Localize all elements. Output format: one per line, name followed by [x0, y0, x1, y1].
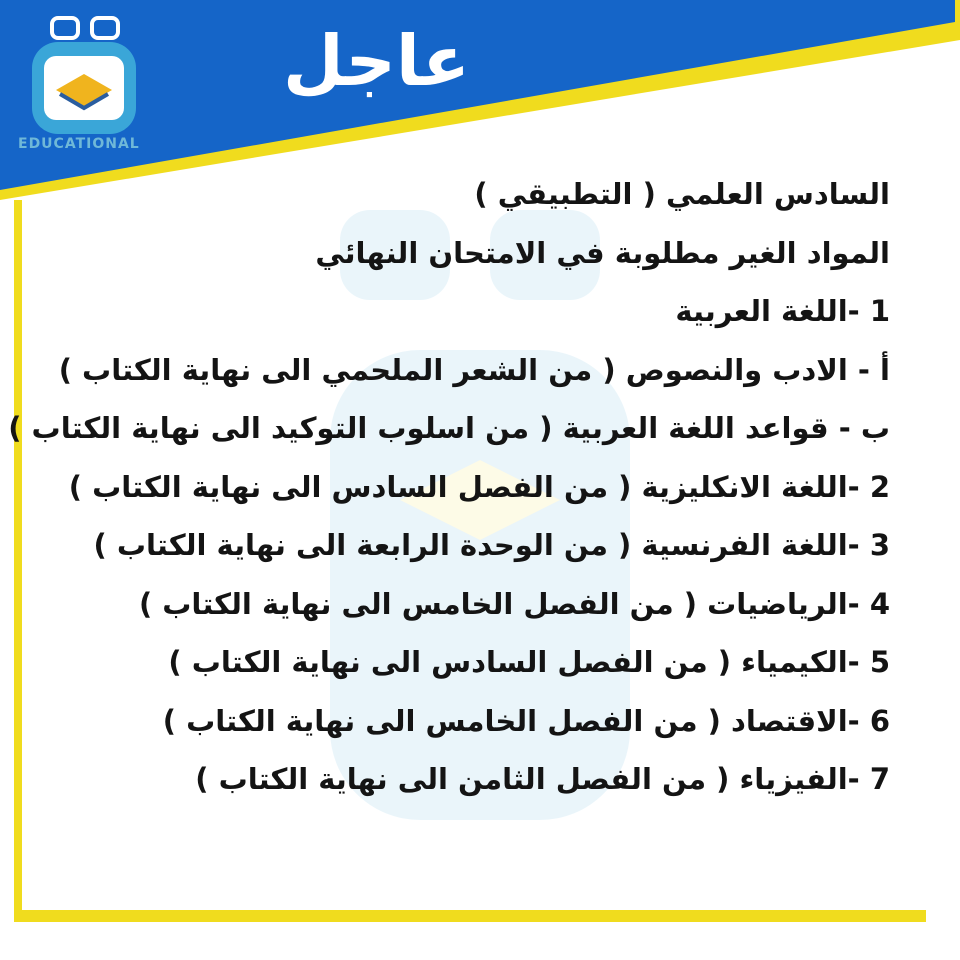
- list-item: 2 -اللغة الانكليزية ( من الفصل السادس الى نهاية الكتاب ): [68, 469, 890, 504]
- page-title: عاجل: [282, 20, 470, 102]
- list-item: 4 -الرياضيات ( من الفصل الخامس الى نهاية الكتاب ): [138, 586, 890, 621]
- subtitle-line: السادس العلمي ( التطبيقي ): [474, 177, 890, 211]
- list-item: أ - الادب والنصوص ( من الشعر الملحمي الى نهاية الكتاب ): [58, 352, 890, 387]
- list-item: 7 -الفيزياء ( من الفصل الثامن الى نهاية الكتاب ): [195, 762, 890, 796]
- brand-label: EDUCATIONAL: [18, 136, 140, 152]
- left-frame-bar: [14, 200, 22, 922]
- content-list: [8, 168, 890, 812]
- list-item: 1 -اللغة العربية: [675, 294, 890, 328]
- list-item: 6 -الاقتصاد ( من الفصل الخامس الى نهاية الكتاب ): [162, 703, 890, 738]
- list-item: 5 -الكيمياء ( من الفصل السادس الى نهاية الكتاب ): [168, 645, 890, 679]
- heading-line: المواد الغير مطلوبة في الامتحان النهائي: [315, 235, 890, 270]
- list-item: ب - قواعد اللغة العربية ( من اسلوب التوكيد الى نهاية الكتاب ): [8, 411, 890, 445]
- bottom-frame-bar: [14, 910, 926, 922]
- list-item: 3 -اللغة الفرنسية ( من الوحدة الرابعة الى نهاية الكتاب ): [93, 528, 890, 562]
